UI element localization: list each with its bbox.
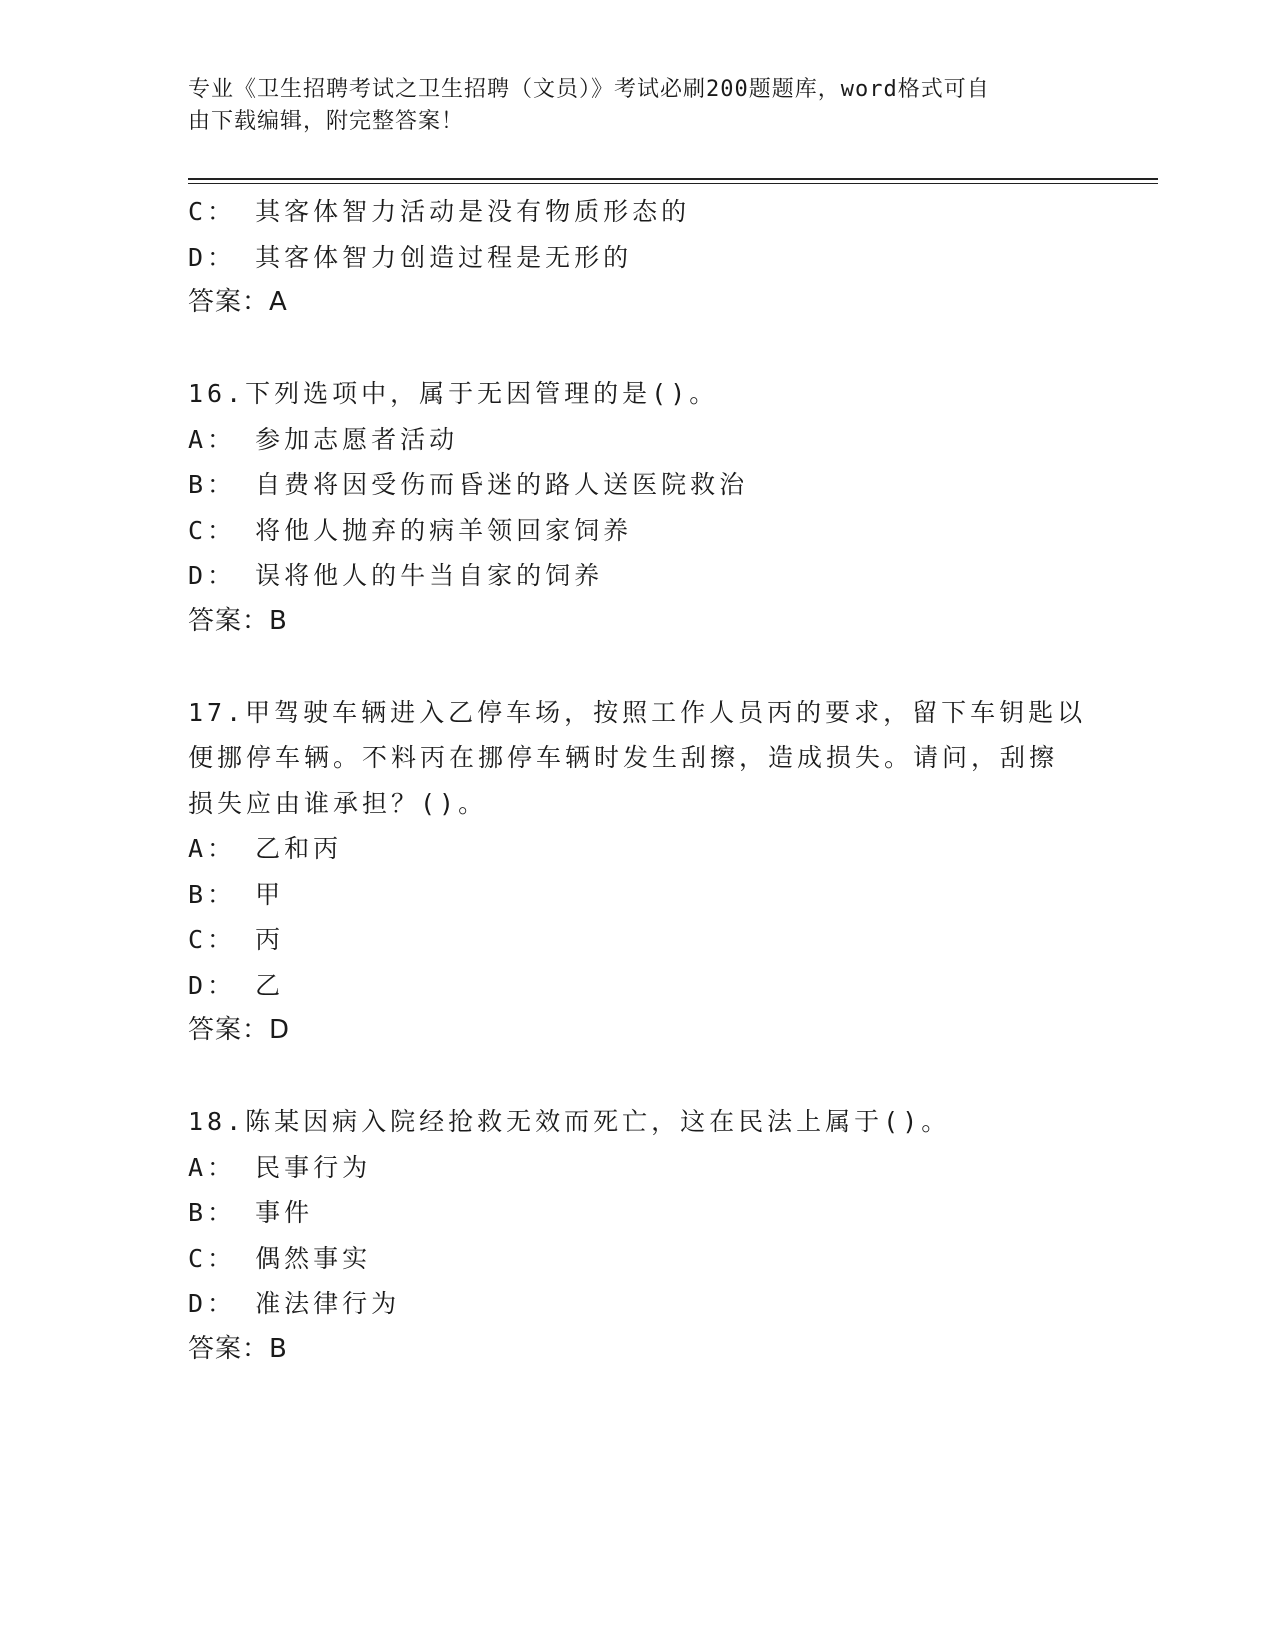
option-d: D： 其客体智力创造过程是无形的	[188, 242, 633, 272]
question-stem: 18.陈某因病入院经抢救无效而死亡，这在民法上属于()。	[188, 1107, 951, 1136]
question-16	[188, 371, 1088, 644]
spacer	[188, 644, 1088, 690]
question-list	[188, 189, 1088, 1372]
option-c: C： 丙	[188, 925, 285, 954]
header-line-1: 专业《卫生招聘考试之卫生招聘（文员）》考试必刷200题题库，word格式可自	[188, 77, 990, 102]
option-a: A： 乙和丙	[188, 834, 343, 863]
header-divider-thick	[188, 178, 1158, 180]
question-18	[188, 1099, 1088, 1372]
option-d: D： 乙	[188, 970, 285, 1000]
option-b: B： 事件	[188, 1198, 314, 1227]
question-stem-line-1: 17.甲驾驶车辆进入乙停车场，按照工作人员丙的要求，留下车钥匙以	[188, 697, 1087, 727]
spacer	[188, 326, 1088, 372]
question-17	[188, 690, 1088, 1054]
answer-line: 答案：B	[188, 605, 288, 636]
spacer	[188, 1054, 1088, 1100]
question-stem-line-2: 便挪停车辆。不料丙在挪停车辆时发生刮擦，造成损失。请问，刮擦	[188, 743, 1059, 772]
option-d: D： 误将他人的牛当自家的饲养	[188, 561, 604, 590]
option-b: B： 自费将因受伤而昏迷的路人送医院救治	[188, 470, 749, 499]
document-header	[188, 74, 1088, 138]
answer-line: 答案：D	[188, 1015, 291, 1045]
header-line-2: 由下载编辑，附完整答案！	[188, 109, 465, 134]
header-divider-thin	[188, 183, 1158, 184]
option-c: C： 将他人抛弃的病羊领回家饲养	[188, 515, 633, 545]
option-c: C： 其客体智力活动是没有物质形态的	[188, 197, 691, 226]
question-stem-line-3: 损失应由谁承担？()。	[188, 788, 488, 818]
question-stem: 16.下列选项中，属于无因管理的是()。	[188, 379, 719, 408]
option-a: A： 参加志愿者活动	[188, 424, 459, 454]
option-b: B： 甲	[188, 879, 285, 909]
answer-line: 答案：B	[188, 1333, 288, 1364]
question-fragment	[188, 189, 1088, 326]
option-d: D： 准法律行为	[188, 1289, 401, 1318]
option-a: A： 民事行为	[188, 1152, 372, 1182]
answer-line: 答案：A	[188, 287, 288, 317]
option-c: C： 偶然事实	[188, 1243, 372, 1273]
